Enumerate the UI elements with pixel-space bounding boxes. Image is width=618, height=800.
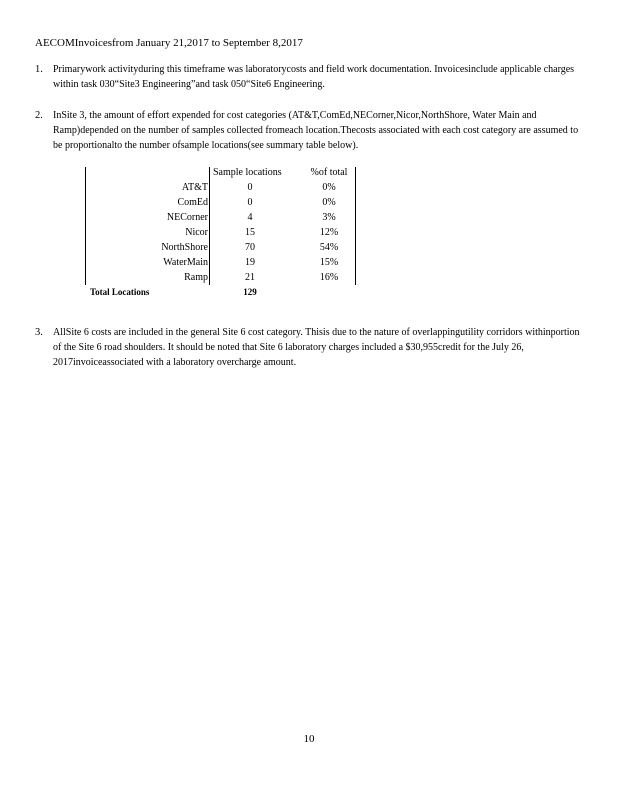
- table-total-row: [90, 287, 360, 301]
- table-row: [85, 257, 360, 272]
- row-category: Nicor: [185, 227, 208, 238]
- row-sample-count: 70: [245, 242, 255, 253]
- row-percent: 0%: [322, 197, 336, 208]
- row-category: NECorner: [166, 212, 208, 223]
- row-category: Ramp: [184, 272, 208, 283]
- summary-table: [85, 167, 360, 297]
- row-percent: 12%: [319, 227, 339, 238]
- row-category: WaterMain: [163, 257, 208, 268]
- column-header-percent-of-total: %of total: [310, 167, 348, 178]
- list-item-number: 3.: [35, 327, 43, 338]
- page-number: 10: [303, 733, 315, 745]
- row-percent: 15%: [319, 257, 339, 268]
- row-percent: 54%: [319, 242, 339, 253]
- row-sample-count: 0: [247, 182, 253, 193]
- document-title: AECOMInvoicesfrom January 21,2017 to September 8,2017: [35, 37, 303, 49]
- row-sample-count: 0: [247, 197, 253, 208]
- row-percent: 0%: [322, 182, 336, 193]
- table-row: [85, 212, 360, 227]
- column-header-sample-locations: Sample locations: [213, 167, 282, 178]
- list-item: [35, 108, 580, 153]
- row-sample-count: 15: [245, 227, 255, 238]
- row-sample-count: 21: [245, 272, 255, 283]
- row-category: NorthShore: [161, 242, 208, 253]
- total-sample-count: 129: [243, 287, 257, 297]
- list-item-number: 2.: [35, 110, 43, 121]
- row-sample-count: 4: [247, 212, 253, 223]
- list-item: [35, 62, 580, 92]
- row-percent: 16%: [319, 272, 339, 283]
- table-row: [85, 227, 360, 242]
- table-row: [85, 197, 360, 212]
- list-item-text: InSite 3, the amount of effort expended for cost categories (AT&T,ComEd,NECorner,Nicor,NorthShore, Water Main and Ramp)depended on the number of samples collected fromeach location.Thecosts associated with each cost category are assumed to be proportionalto the number ofsample locations(see summary table below).: [53, 110, 579, 151]
- list-item: [35, 325, 580, 370]
- row-percent: 3%: [322, 212, 336, 223]
- list-item-number: 1.: [35, 64, 43, 75]
- row-category: ComEd: [177, 197, 208, 208]
- table-row: [85, 182, 360, 197]
- total-label: Total Locations: [90, 287, 150, 297]
- table-row: [85, 272, 360, 287]
- table-row: [85, 242, 360, 257]
- row-category: AT&T: [181, 182, 208, 193]
- row-sample-count: 19: [245, 257, 255, 268]
- list-item-text: AllSite 6 costs are included in the general Site 6 cost category. Thisis due to the nature of overlappingutility corridors withinportion of the Site 6 road shoulders. It should be noted that Site 6 laboratory charges included a $30,955credit for the July 26, 2017invoiceassociated with a laboratory overcharge amount.: [53, 327, 580, 368]
- list-item-text: Primarywork activityduring this timeframe was laboratorycosts and field work documentation. Invoicesinclude applicable charges within task 030“Site3 Engineering”and task 050“Site6 Engineering.: [53, 64, 575, 90]
